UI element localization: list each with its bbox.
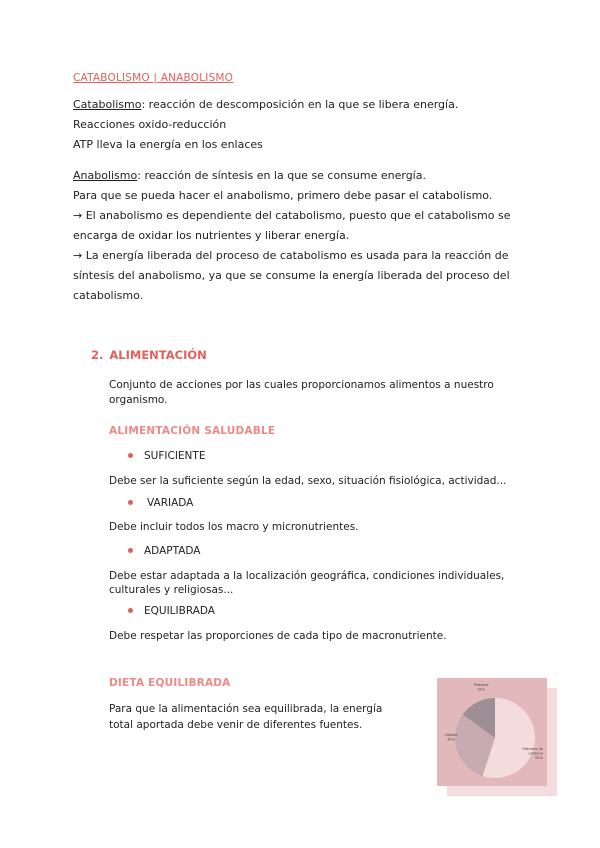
pie-chart bbox=[437, 678, 547, 786]
list-item-adaptada bbox=[128, 545, 200, 557]
list-item-label: ADAPTADA bbox=[144, 545, 201, 557]
pie-label: Hidratos de carbono 55% bbox=[522, 747, 543, 760]
anabolism-term: Anabolismo bbox=[73, 169, 138, 182]
list-item-description: Debe estar adaptada a la localización geográfica, condiciones individuales, bbox=[109, 570, 505, 582]
pie-label: Lípidos 30% bbox=[444, 733, 458, 742]
anabolism-line: encarga de oxidar los nutrientes y liberar energía. bbox=[73, 229, 350, 242]
list-item-variada bbox=[128, 497, 193, 509]
catabolism-term: Catabolismo bbox=[73, 98, 142, 111]
alimentacion-intro: organismo. bbox=[109, 394, 168, 406]
list-item-equilibrada bbox=[128, 605, 215, 617]
list-item-label: EQUILIBRADA bbox=[144, 605, 215, 617]
alimentacion-intro: Conjunto de acciones por las cuales proporcionamos alimentos a nuestro bbox=[109, 379, 494, 391]
bullet-icon bbox=[128, 453, 133, 458]
bullet-icon bbox=[128, 500, 133, 505]
section-number: 2. bbox=[91, 348, 104, 362]
pie-chart-panel bbox=[437, 678, 547, 786]
dieta-text: total aportada debe venir de diferentes fuentes. bbox=[109, 719, 363, 731]
anabolism-line: → El anabolismo es dependiente del catabolismo, puesto que el catabolismo se bbox=[73, 209, 511, 222]
alimentacion-title: ALIMENTACIÓN bbox=[109, 348, 207, 362]
catabolism-line: ATP lleva la energía en los enlaces bbox=[73, 138, 263, 151]
list-item-suficiente bbox=[128, 450, 205, 462]
list-item-label: VARIADA bbox=[147, 497, 194, 509]
anabolism-definition bbox=[73, 166, 426, 186]
anabolism-definition-text: : reacción de síntesis en la que se consume energía. bbox=[137, 169, 426, 182]
pie-label: Proteína 15% bbox=[473, 683, 489, 692]
list-item-description: Debe respetar las proporciones de cada tipo de macronutriente. bbox=[109, 630, 447, 642]
catabolism-definition bbox=[73, 95, 458, 115]
section-title: CATABOLISMO | ANABOLISMO bbox=[73, 72, 234, 84]
anabolism-line: catabolismo. bbox=[73, 289, 144, 302]
anabolism-line: → La energía liberada del proceso de catabolismo es usada para la reacción de bbox=[73, 249, 509, 262]
alimentacion-heading bbox=[91, 348, 207, 362]
anabolism-line: Para que se pueda hacer el anabolismo, primero debe pasar el catabolismo. bbox=[73, 189, 493, 202]
list-item-description: Debe incluir todos los macro y micronutrientes. bbox=[109, 521, 359, 533]
list-item-label: SUFICIENTE bbox=[144, 450, 206, 462]
list-item-description: Debe ser la suficiente según la edad, sexo, situación fisiológica, actividad... bbox=[109, 475, 507, 487]
list-item-description: culturales y religiosas... bbox=[109, 584, 234, 596]
catabolism-line: Reacciones oxido-reducción bbox=[73, 118, 227, 131]
bullet-icon bbox=[128, 608, 133, 613]
catabolism-definition-text: : reacción de descomposición en la que se libera energía. bbox=[141, 98, 459, 111]
anabolism-line: síntesis del anabolismo, ya que se consume la energía liberada del proceso del bbox=[73, 269, 510, 282]
dieta-heading: DIETA EQUILIBRADA bbox=[109, 677, 231, 689]
dieta-text: Para que la alimentación sea equilibrada, la energía bbox=[109, 703, 383, 715]
bullet-icon bbox=[128, 548, 133, 553]
saludable-heading: ALIMENTACIÓN SALUDABLE bbox=[109, 425, 276, 437]
